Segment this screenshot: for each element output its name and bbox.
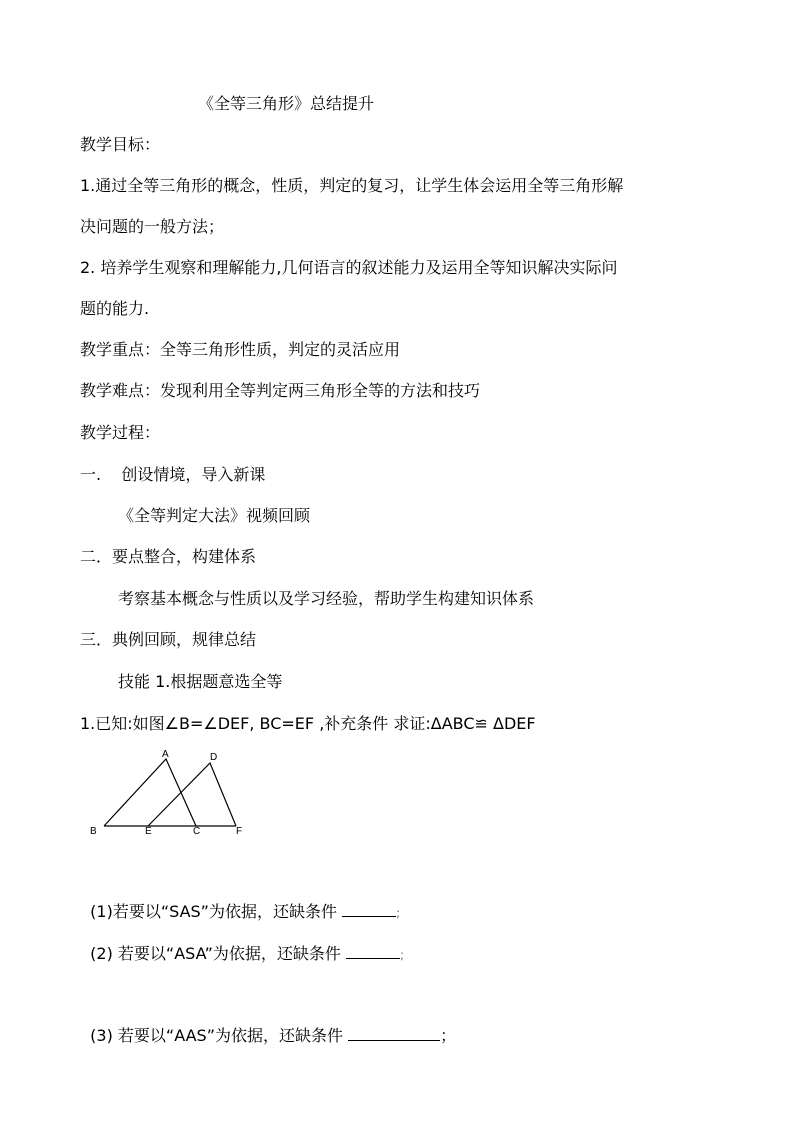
skill-1: 技能 1.根据题意选全等: [118, 672, 283, 691]
label-e: E: [145, 826, 152, 837]
goal1-line2: 决问题的一般方法；: [80, 217, 225, 236]
answer-blank-1[interactable]: [342, 900, 396, 917]
question-3-text: (3) 若要以“AAS”为依据，还缺条件: [90, 1026, 349, 1045]
question-1-end: ;: [396, 906, 401, 920]
question-1-text: (1)若要以“SAS”为依据，还缺条件: [90, 902, 343, 921]
difficulty: 教学难点：发现利用全等判定两三角形全等的方法和技巧: [80, 381, 481, 400]
question-2: [80, 922, 404, 965]
goal2-line2: 题的能力.: [80, 299, 150, 318]
label-c: C: [193, 826, 201, 837]
label-f: F: [236, 826, 243, 837]
section-2: 二．要点整合，构建体系: [80, 547, 257, 566]
question-2-end: ;: [399, 948, 405, 962]
triangle-figure: [86, 746, 256, 842]
section-1: 一. 创设情境，导入新课: [80, 465, 266, 484]
label-d: D: [210, 752, 218, 763]
question-3: [80, 1004, 456, 1046]
answer-blank-2[interactable]: [346, 942, 400, 959]
section-3: 三．典例回顾，规律总结: [80, 630, 257, 649]
problem-1: 1.已知:如图∠B=∠DEF, BC=EF ,补充条件 求证:ΔABC≌ ΔDEF: [80, 714, 536, 733]
goal2-line1: 2. 培养学生观察和理解能力,几何语言的叙述能力及运用全等知识解决实际问: [80, 258, 618, 277]
process-heading: 教学过程：: [80, 423, 161, 442]
goals-heading: 教学目标：: [80, 135, 161, 154]
question-3-end: ；: [440, 1026, 457, 1045]
question-2-text: (2) 若要以“ASA”为依据，还缺条件: [90, 944, 346, 963]
answer-blank-3[interactable]: [348, 1024, 440, 1041]
goal1-line1: 1.通过全等三角形的概念，性质，判定的复习，让学生体会运用全等三角形解: [80, 176, 624, 195]
triangle-abc: [104, 759, 196, 826]
key-point: 教学重点：全等三角形性质，判定的灵活应用: [80, 340, 401, 359]
doc-title: 《全等三角形》总结提升: [198, 94, 375, 113]
section-1-sub: 《全等判定大法》视频回顾: [118, 506, 311, 525]
section-2-sub: 考察基本概念与性质以及学习经验，帮助学生构建知识体系: [118, 589, 535, 608]
label-a: A: [162, 749, 169, 760]
label-b: B: [90, 826, 97, 837]
question-1: [80, 880, 400, 923]
